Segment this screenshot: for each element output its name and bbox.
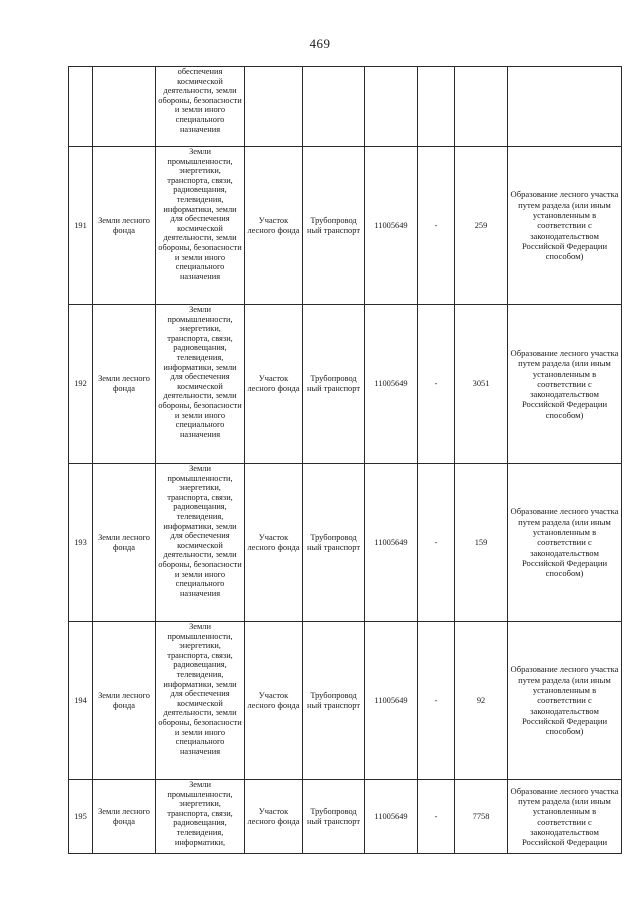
row-number-cell: 191 xyxy=(69,147,93,305)
code-cell: 11005649 xyxy=(365,305,418,464)
land-purpose-cell: обеспечения космической деятельности, земли обороны, безопасности и земли иного специального назначения xyxy=(156,67,245,147)
code-cell xyxy=(365,67,418,147)
object-type-cell: Участок лесного фонда xyxy=(245,622,303,780)
permitted-use-cell: Трубопровод ный транспорт xyxy=(303,622,365,780)
land-plots-table xyxy=(68,66,622,854)
table-row xyxy=(69,147,622,305)
dash-cell: - xyxy=(418,780,455,854)
row-number-cell: 195 xyxy=(69,780,93,854)
object-type-cell: Участок лесного фонда xyxy=(245,464,303,622)
land-purpose-cell: Земли промышленности, энергетики, транспорта, связи, радиовещания, телевидения, информатики, земли для обеспечения космической деятельности, земли обороны, безопасности и земли иного специального назначения xyxy=(156,305,245,464)
dash-cell: - xyxy=(418,305,455,464)
land-category-cell: Земли лесного фонда xyxy=(93,622,156,780)
note-cell xyxy=(508,67,622,147)
land-category-cell xyxy=(93,67,156,147)
area-cell: 3051 xyxy=(455,305,508,464)
row-number-cell: 194 xyxy=(69,622,93,780)
land-category-cell: Земли лесного фонда xyxy=(93,147,156,305)
row-number-cell: 192 xyxy=(69,305,93,464)
table-row-continued xyxy=(69,67,622,147)
note-cell: Образование лесного участка путем раздела (или иным установленным в соответствии с законодательством Российской Федерации xyxy=(508,780,622,854)
object-type-cell xyxy=(245,67,303,147)
table-row xyxy=(69,464,622,622)
area-cell: 159 xyxy=(455,464,508,622)
row-number-cell: 193 xyxy=(69,464,93,622)
permitted-use-cell: Трубопровод ный транспорт xyxy=(303,464,365,622)
dash-cell xyxy=(418,67,455,147)
table-row xyxy=(69,622,622,780)
area-cell: 7758 xyxy=(455,780,508,854)
permitted-use-cell: Трубопровод ный транспорт xyxy=(303,780,365,854)
code-cell: 11005649 xyxy=(365,147,418,305)
land-purpose-cell: Земли промышленности, энергетики, транспорта, связи, радиовещания, телевидения, информатики, xyxy=(156,780,245,854)
table-row xyxy=(69,780,622,854)
note-cell: Образование лесного участка путем раздела (или иным установленным в соответствии с законодательством Российской Федерации способом) xyxy=(508,464,622,622)
object-type-cell: Участок лесного фонда xyxy=(245,305,303,464)
area-cell: 259 xyxy=(455,147,508,305)
area-cell: 92 xyxy=(455,622,508,780)
permitted-use-cell: Трубопровод ный транспорт xyxy=(303,305,365,464)
note-cell: Образование лесного участка путем раздела (или иным установленным в соответствии с законодательством Российской Федерации способом) xyxy=(508,147,622,305)
code-cell: 11005649 xyxy=(365,622,418,780)
code-cell: 11005649 xyxy=(365,464,418,622)
permitted-use-cell: Трубопровод ный транспорт xyxy=(303,147,365,305)
note-cell: Образование лесного участка путем раздела (или иным установленным в соответствии с законодательством Российской Федерации способом) xyxy=(508,622,622,780)
land-purpose-cell: Земли промышленности, энергетики, транспорта, связи, радиовещания, телевидения, информатики, земли для обеспечения космической деятельности, земли обороны, безопасности и земли иного специального назначения xyxy=(156,147,245,305)
land-category-cell: Земли лесного фонда xyxy=(93,305,156,464)
dash-cell: - xyxy=(418,147,455,305)
permitted-use-cell xyxy=(303,67,365,147)
page-number: 469 xyxy=(309,36,331,51)
land-category-cell: Земли лесного фонда xyxy=(93,464,156,622)
dash-cell: - xyxy=(418,464,455,622)
area-cell xyxy=(455,67,508,147)
land-purpose-cell: Земли промышленности, энергетики, транспорта, связи, радиовещания, телевидения, информатики, земли для обеспечения космической деятельности, земли обороны, безопасности и земли иного специального назначения xyxy=(156,622,245,780)
land-category-cell: Земли лесного фонда xyxy=(93,780,156,854)
note-cell: Образование лесного участка путем раздела (или иным установленным в соответствии с законодательством Российской Федерации способом) xyxy=(508,305,622,464)
land-purpose-cell: Земли промышленности, энергетики, транспорта, связи, радиовещания, телевидения, информатики, земли для обеспечения космической деятельности, земли обороны, безопасности и земли иного специального назначения xyxy=(156,464,245,622)
table-row xyxy=(69,305,622,464)
object-type-cell: Участок лесного фонда xyxy=(245,147,303,305)
row-number-cell xyxy=(69,67,93,147)
object-type-cell: Участок лесного фонда xyxy=(245,780,303,854)
dash-cell: - xyxy=(418,622,455,780)
code-cell: 11005649 xyxy=(365,780,418,854)
